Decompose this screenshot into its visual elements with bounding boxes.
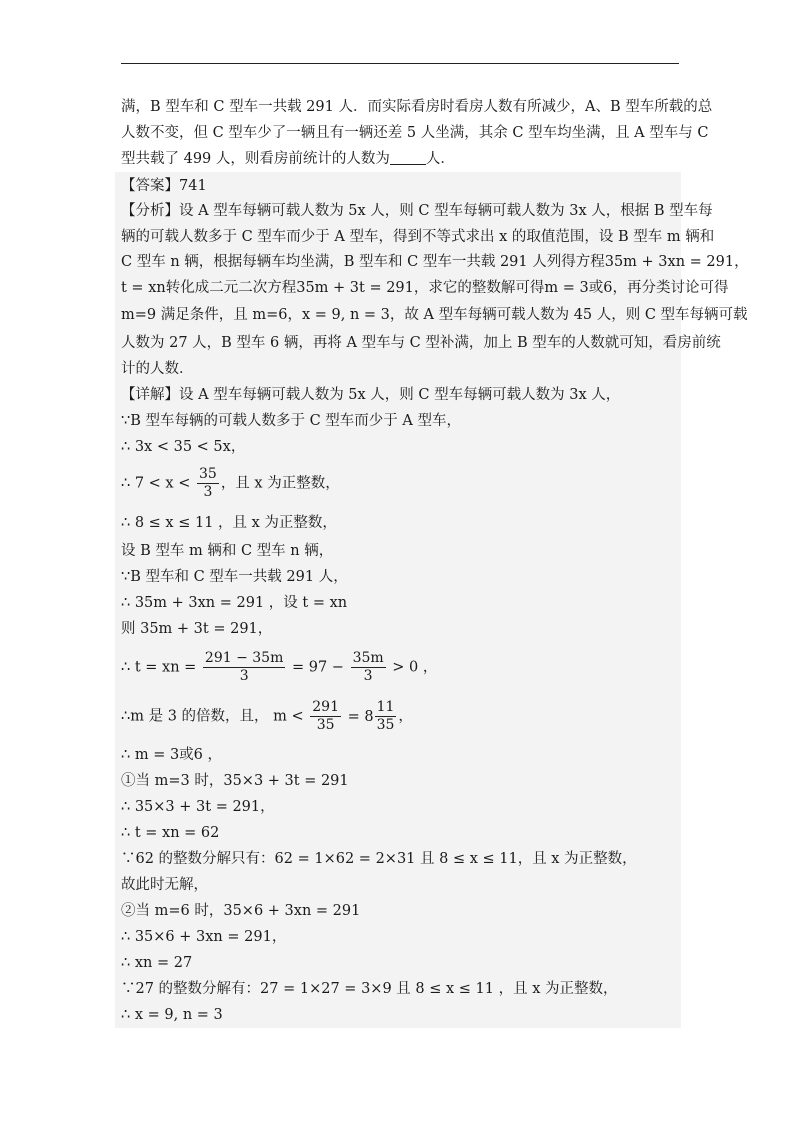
detail-line-17: 故此时无解， <box>121 877 208 893</box>
fraction-291-35 <box>310 699 341 734</box>
analysis-line-3-text: C 型车 n 辆，根据每辆车均坐满，B 型车和 C 型车一共载 291 人列得方程 <box>121 254 605 270</box>
analysis-m-values: m = 3或6 <box>544 280 613 296</box>
detail-line-12: ∴ m = 3或6 ， <box>121 747 223 763</box>
detail-line-7: ∵B 型车和 C 型车一共载 291 人， <box>121 569 348 585</box>
fraction-denominator: 3 <box>203 484 213 500</box>
detail-line-8: ∴ 35m + 3xn = 291 ，设 t = xn <box>121 595 348 611</box>
mixed-whole: = 8 <box>347 708 374 725</box>
fraction-11-35 <box>375 699 397 734</box>
fraction-denominator: 3 <box>363 668 373 684</box>
analysis-solution: x = 9, n = 3 <box>301 307 390 323</box>
analysis-line-7: 计的人数． <box>121 361 194 377</box>
fraction-numerator: 35m <box>352 650 384 666</box>
analysis-line-3 <box>121 252 749 272</box>
detail-line-14: ∴ 35×3 + 3t = 291， <box>121 799 275 815</box>
answer-line <box>121 176 207 196</box>
detail-line-20: ∴ xn = 27 <box>121 955 193 971</box>
detail-line-22: ∴ x = 9, n = 3 <box>121 1007 223 1023</box>
fraction-291-minus-35m <box>203 650 285 685</box>
answer-value: 741 <box>179 178 207 194</box>
detail-line-5: ∴ 8 ≤ x ≤ 11 ，且 x 为正整数， <box>121 515 337 531</box>
analysis-text-4f: ，再分类讨论可得 <box>612 280 729 296</box>
detail-t-mid: = 97 − <box>291 659 344 676</box>
fraction-numerator: 11 <box>376 699 395 715</box>
detail-t-end: > 0 ， <box>392 659 438 676</box>
fraction-numerator: 291 <box>312 699 339 715</box>
analysis-line-4 <box>121 278 728 298</box>
detail-line-16: ∵62 的整数分解只有：62 = 1×62 = 2×31 且 8 ≤ x ≤ 11，且 x 为正整数， <box>121 851 637 867</box>
problem-line-3-end: 人． <box>425 151 455 167</box>
fraction-denominator: 3 <box>239 668 249 684</box>
analysis-line-6: 人数为 27 人，B 型车 6 辆，再将 A 型车与 C 型补满，加上 B 型车的人数就可知，看房前统 <box>121 335 721 351</box>
detail-m-bound: m < <box>273 708 304 725</box>
problem-line-2: 人数不变，但 C 型车少了一辆且有一辆还差 5 人坐满，其余 C 型车均坐满，且 A 型车与 C <box>121 125 709 141</box>
detail-bound-end: ， <box>398 708 413 725</box>
problem-line-1: 满，B 型车和 C 型车一共载 291 人．而实际看房时看房人数有所减少，A、B 型车所载的总 <box>121 99 713 115</box>
fraction-numerator: 291 − 35m <box>204 650 284 666</box>
analysis-line-1: 【分析】设 A 型车每辆可载人数为 5x 人，则 C 型车每辆可载人数为 3x 人，根据 B 型车每 <box>121 203 713 219</box>
detail-t-expr: ∴ t = xn = <box>121 659 197 676</box>
detail-line-21: ∵27 的整数分解有：27 = 1×27 = 3×9 且 8 ≤ x ≤ 11 ，且 x 为正整数， <box>121 981 618 997</box>
detail-line-9: 则 35m + 3t = 291， <box>121 621 273 637</box>
analysis-text-5a: m=9 满足条件，且 m=6， <box>121 307 302 323</box>
analysis-sub-t: t = xn <box>121 280 166 296</box>
fraction-35-3 <box>197 466 219 501</box>
detail-line-10 <box>121 650 437 685</box>
detail-line-3: ∴ 3x < 35 < 5x， <box>121 439 246 455</box>
analysis-text-4b: 转化成二元二次方程 <box>165 280 297 296</box>
header-rule <box>121 63 679 64</box>
detail-line-18: ②当 m=6 时，35×6 + 3xn = 291 <box>121 903 361 919</box>
analysis-text-5c: ，故 A 型车每辆可载人数为 45 人，则 C 型车每辆可载 <box>389 307 748 323</box>
analysis-line-5 <box>121 305 748 325</box>
fraction-35m-3 <box>351 650 386 685</box>
detail-ineq-start: ∴ 7 < x < <box>121 475 191 492</box>
detail-line-1: 【详解】设 A 型车每辆可载人数为 5x 人，则 C 型车每辆可载人数为 3x 人， <box>121 387 621 403</box>
detail-line-13: ①当 m=3 时，35×3 + 3t = 291 <box>121 773 349 789</box>
fraction-numerator: 35 <box>198 466 217 482</box>
analysis-line-2: 辆的可载人数多于 C 型车而少于 A 型车，得到不等式求出 x 的取值范围，设 B 型车 m 辆和 <box>121 229 715 245</box>
fraction-denominator: 35 <box>376 717 395 733</box>
answer-label: 【答案】 <box>121 178 179 194</box>
detail-line-4 <box>121 466 340 501</box>
fraction-denominator: 35 <box>316 717 335 733</box>
answer-blank <box>390 150 426 165</box>
problem-line-3 <box>121 147 679 171</box>
detail-multiple-text: ∴m 是 3 的倍数，且， <box>121 708 269 725</box>
detail-line-11 <box>121 699 413 734</box>
detail-line-15: ∴ t = xn = 62 <box>121 825 220 841</box>
detail-line-2: ∵B 型车每辆的可载人数多于 C 型车而少于 A 型车， <box>121 413 461 429</box>
mixed-number <box>348 699 399 734</box>
detail-line-19: ∴ 35×6 + 3xn = 291， <box>121 929 287 945</box>
analysis-equation-1: 35m + 3xn = 291， <box>604 254 749 270</box>
detail-ineq-end: ，且 x 为正整数， <box>220 475 340 492</box>
detail-line-6: 设 B 型车 m 辆和 C 型车 n 辆， <box>121 543 334 559</box>
problem-line-3-text: 型共载了 499 人，则看房前统计的人数为 <box>121 151 390 167</box>
analysis-equation-2: 35m + 3t = 291 <box>296 280 414 296</box>
analysis-text-4d: ，求它的整数解可得 <box>413 280 545 296</box>
